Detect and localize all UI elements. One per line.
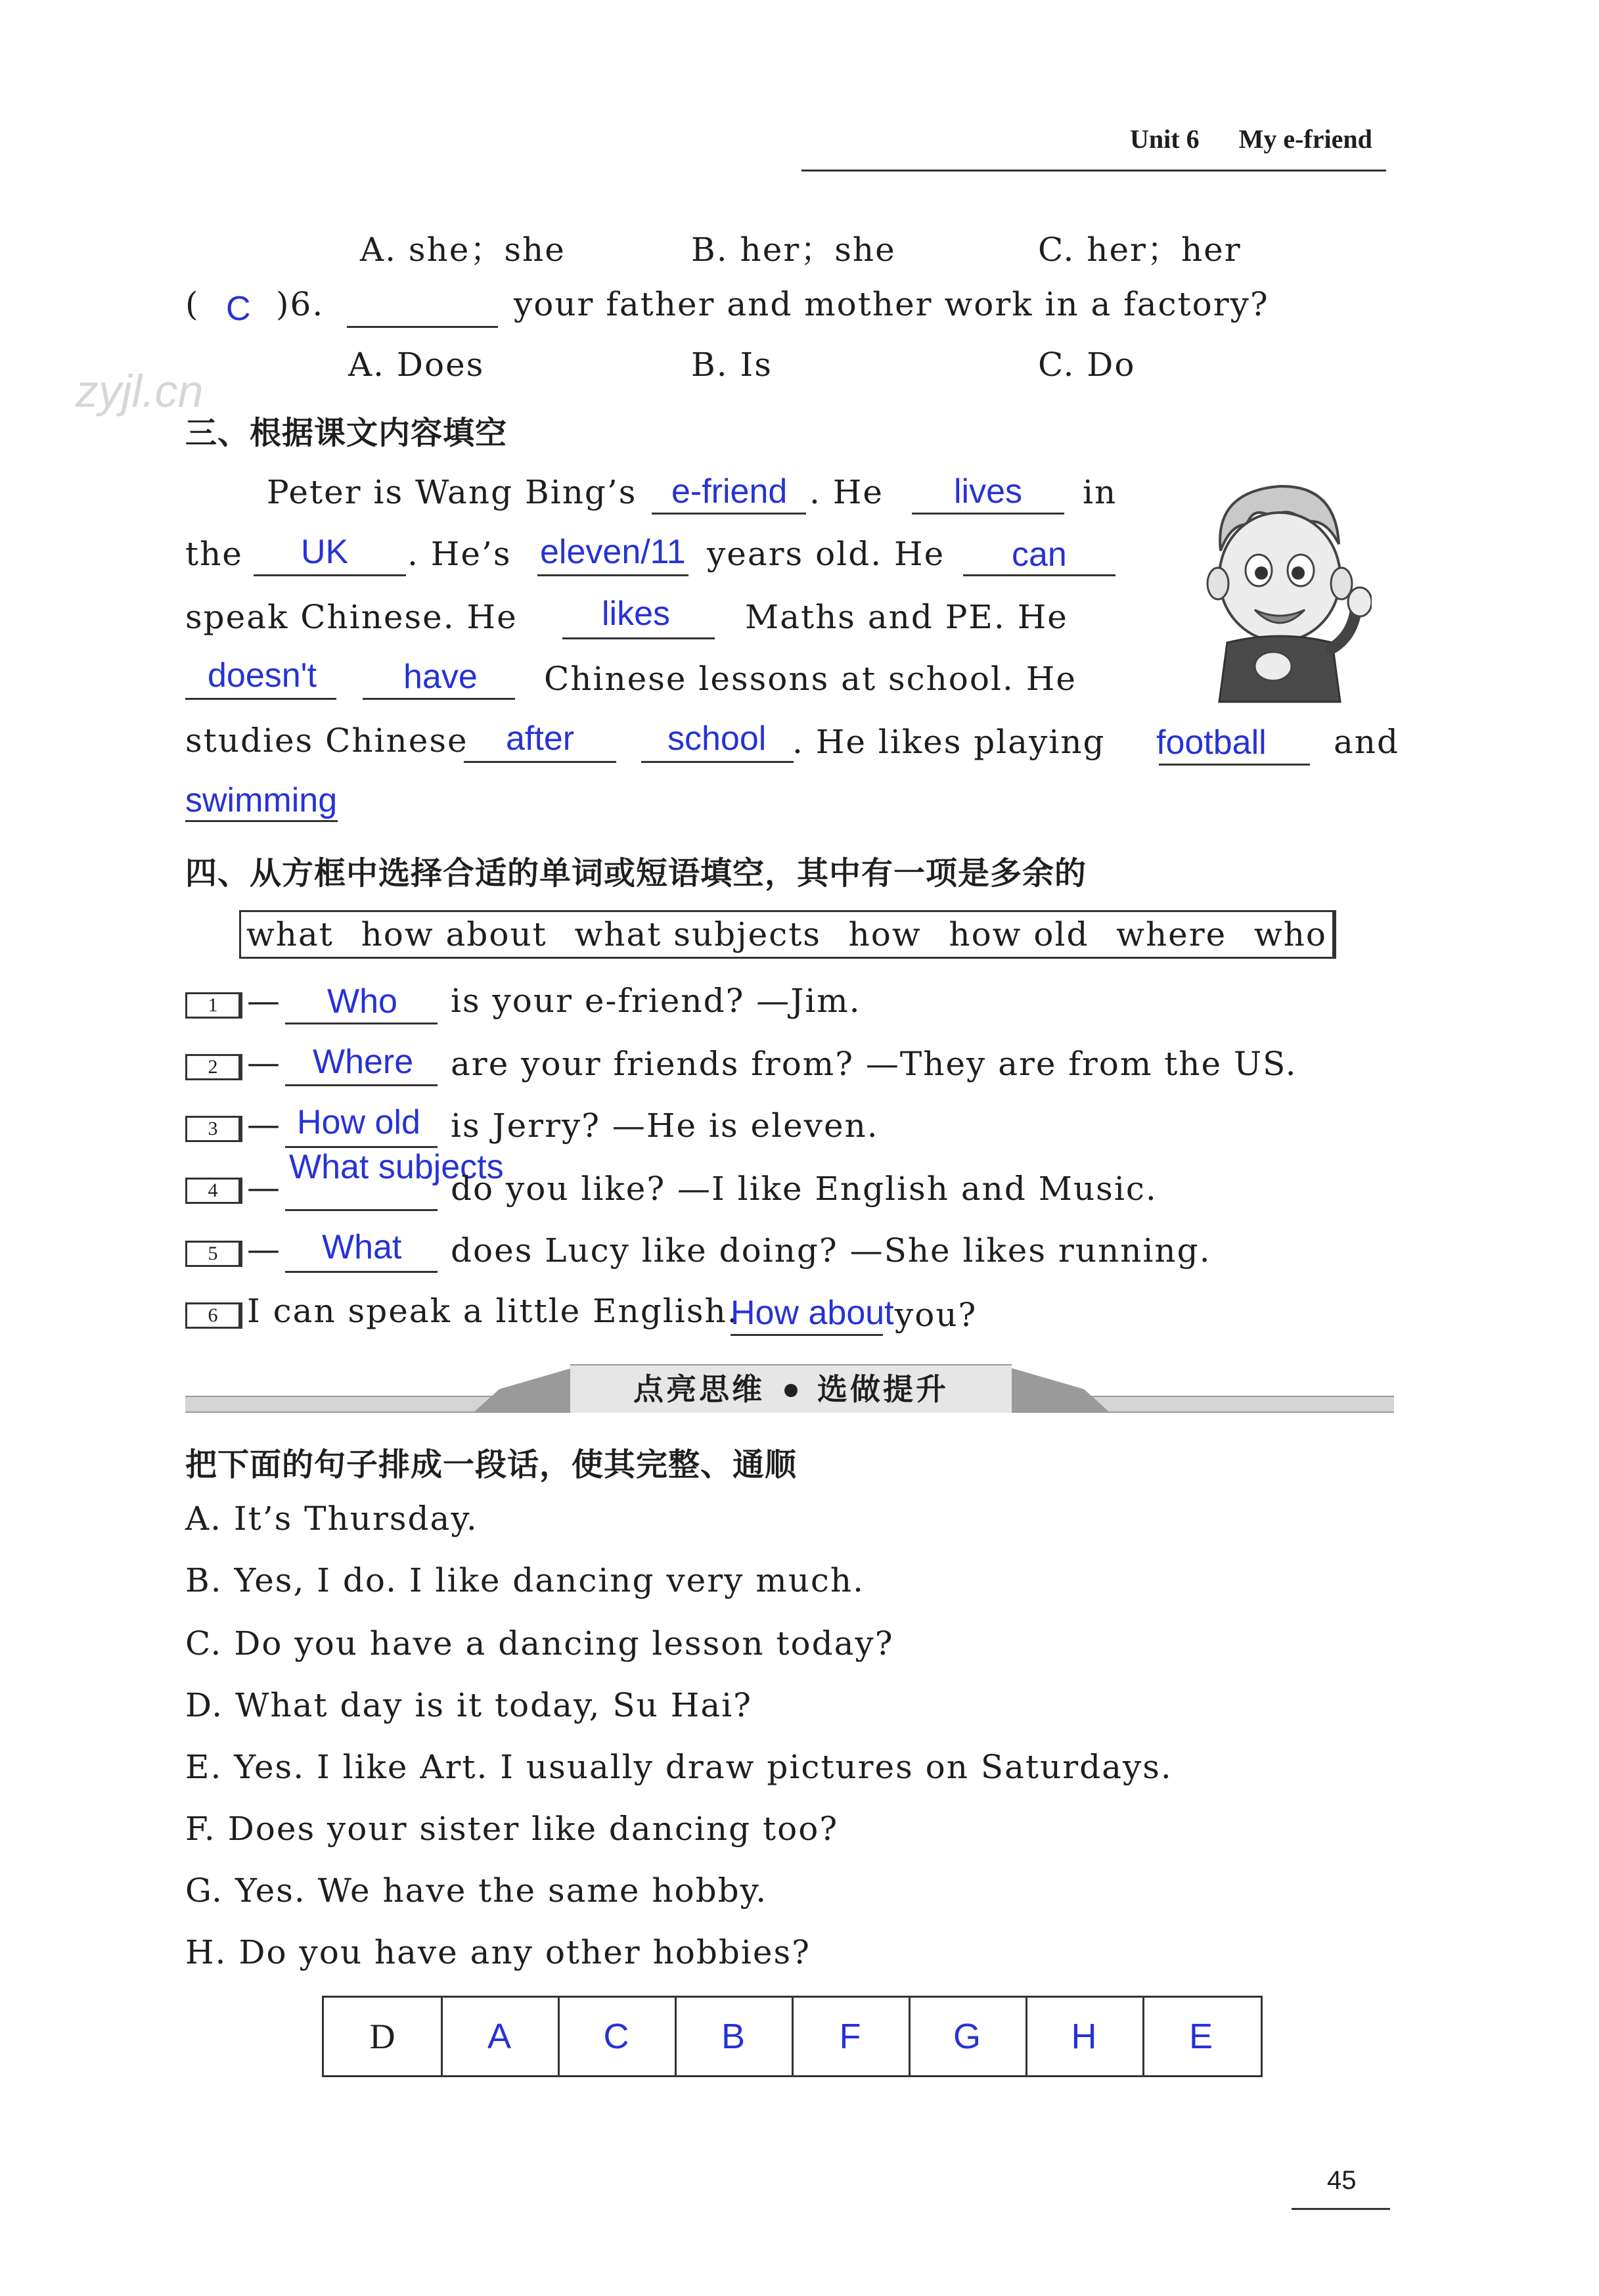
s3-blank-2: [912, 513, 1064, 515]
item-text: is Jerry? —He is eleven.: [451, 1107, 879, 1145]
banner-label: [570, 1364, 1012, 1413]
item-answer: How about: [731, 1294, 894, 1332]
sentence: E. Yes. I like Art. I usually draw pictures on Saturdays.: [185, 1748, 1173, 1786]
s3-blank-8: [363, 698, 515, 700]
s3-answer-6: likes: [602, 595, 671, 633]
sentence: C. Do you have a dancing lesson today?: [185, 1624, 894, 1663]
item-text: are your friends from? —They are from the US.: [451, 1045, 1297, 1083]
s3-answer-3: UK: [301, 533, 349, 571]
item-blank: [285, 1022, 438, 1024]
item-text: does Lucy like doing? —She likes running.: [451, 1231, 1211, 1270]
item-text: do you like? —I like English and Music.: [451, 1170, 1158, 1208]
s3-text-9: Chinese lessons at school. He: [544, 660, 1077, 698]
s3-text-7: speak Chinese. He: [185, 598, 518, 636]
s3-text-3: in: [1083, 473, 1117, 511]
q6-answer: C: [226, 290, 251, 328]
word-box: [239, 910, 1336, 959]
item-number-box: 6: [185, 1302, 242, 1329]
item-dash: —: [247, 1044, 281, 1082]
q6-option-b: B. Is: [691, 346, 773, 384]
item-lead: I can speak a little English.: [247, 1292, 739, 1330]
s3-text-1: Peter is Wang Bing’s: [267, 473, 637, 511]
sentence: G. Yes. We have the same hobby.: [185, 1871, 768, 1910]
page-number: 45: [1327, 2166, 1357, 2195]
header-title: My e-friend: [1238, 124, 1372, 154]
s3-blank-12: [185, 820, 338, 822]
q6-open-paren: (: [185, 285, 200, 323]
sentence: F. Does your sister like dancing too?: [185, 1810, 839, 1848]
s3-text-5: . He’s: [407, 535, 512, 573]
word-box-item: what: [246, 915, 334, 953]
sentence: B. Yes, I do. I like dancing very much.: [185, 1561, 865, 1599]
word-box-item: what subjects: [574, 915, 821, 953]
s3-blank-4: [537, 574, 688, 576]
s3-text-8: Maths and PE. He: [745, 598, 1068, 636]
banner-left-ornament: [473, 1362, 572, 1414]
s3-text-6: years old. He: [707, 535, 945, 573]
order-cell: A: [441, 1998, 560, 2075]
item-dash: —: [247, 1168, 281, 1206]
sentence: A. It’s Thursday.: [185, 1500, 478, 1538]
page-number-rule: [1292, 2208, 1390, 2210]
s3-text-12: and: [1334, 723, 1400, 761]
item-dash: —: [247, 1230, 281, 1268]
q5-option-a: A. she；she: [360, 231, 566, 269]
item-number-box: 3: [185, 1116, 242, 1142]
s3-answer-12: swimming: [185, 781, 338, 819]
cartoon-boy-illustration: [1194, 478, 1372, 708]
section4-heading: 四、从方框中选择合适的单词或短语填空，其中有一项是多余的: [185, 855, 1087, 892]
sentence: D. What day is it today, Su Hai?: [185, 1686, 752, 1724]
banner-left-text: 点亮思维: [633, 1371, 765, 1407]
s3-blank-6: [562, 637, 715, 639]
s3-text-4: the: [185, 535, 243, 573]
running-header: [1130, 124, 1372, 154]
word-box-item: how: [848, 915, 922, 953]
order-cell: H: [1025, 1998, 1144, 2075]
s3-text-10: studies Chinese: [185, 722, 468, 760]
s3-blank-7: [185, 698, 336, 700]
item-answer: Who: [327, 982, 397, 1021]
s3-text-2: . He: [809, 473, 884, 511]
banner-right-text: 选做提升: [817, 1371, 949, 1407]
item-answer: Where: [313, 1043, 414, 1081]
item-blank: [285, 1271, 438, 1273]
banner-right-ornament: [1012, 1362, 1110, 1414]
word-box-item: how old: [949, 915, 1089, 953]
order-cell: E: [1188, 2017, 1213, 2056]
s3-answer-1: e-friend: [671, 472, 788, 511]
item-blank: [285, 1209, 438, 1211]
s3-blank-10: [641, 761, 794, 763]
q6-text: your father and mother work in a factory?: [514, 285, 1269, 323]
s3-answer-4: eleven/11: [540, 533, 686, 571]
s3-answer-8: have: [403, 658, 478, 696]
s3-answer-2: lives: [954, 472, 1023, 511]
item-number-box: 4: [185, 1178, 242, 1204]
item-text: is your e-friend? —Jim.: [451, 982, 861, 1020]
q6-option-a: A. Does: [348, 346, 485, 384]
s3-answer-10: school: [667, 720, 767, 758]
banner-dot: [784, 1384, 798, 1397]
word-box-item: who: [1253, 915, 1327, 953]
item-blank: [731, 1334, 883, 1336]
word-box-item: how about: [361, 915, 547, 953]
section3-heading: 三、根据课文内容填空: [185, 415, 508, 451]
order-cell: D: [324, 1998, 443, 2075]
order-cell: G: [909, 1998, 1027, 2075]
q6-blank: [347, 326, 498, 328]
header-unit: Unit 6: [1130, 124, 1200, 154]
item-answer: What subjects: [289, 1148, 504, 1186]
s3-text-11: . He likes playing: [792, 723, 1106, 761]
item-answer: What: [322, 1228, 402, 1266]
watermark: zyjl.cn: [76, 365, 204, 417]
q5-option-c: C. her；her: [1038, 231, 1242, 269]
s3-blank-1: [652, 513, 806, 515]
item-answer: How old: [297, 1103, 420, 1141]
s3-blank-3: [254, 574, 406, 576]
item-dash: —: [247, 982, 281, 1020]
s3-blank-5: [963, 574, 1115, 576]
item-blank: [285, 1084, 438, 1086]
item-dash: —: [247, 1105, 281, 1143]
section5-heading: 把下面的句子排成一段话，使其完整、通顺: [185, 1446, 798, 1483]
order-cell: F: [792, 1998, 911, 2075]
word-box-item: where: [1116, 915, 1227, 953]
header-rule: [801, 170, 1386, 172]
item-number-box: 2: [185, 1054, 242, 1080]
sentence: H. Do you have any other hobbies?: [185, 1933, 811, 1971]
s3-answer-11: football: [1156, 723, 1267, 762]
s3-answer-9: after: [506, 720, 575, 758]
s3-blank-9: [464, 761, 616, 763]
s3-answer-7: doesn't: [208, 656, 317, 695]
order-cell: B: [675, 1998, 794, 2075]
item-number-box: 5: [185, 1241, 242, 1267]
item-text: you?: [895, 1296, 978, 1334]
q6-close-paren: )6.: [276, 285, 325, 323]
q6-option-c: C. Do: [1038, 346, 1136, 384]
item-number-box: 1: [185, 992, 242, 1019]
s3-blank-11: [1159, 764, 1310, 766]
s3-answer-5: can: [1012, 536, 1067, 574]
order-cell: C: [558, 1998, 677, 2075]
q5-option-b: B. her；she: [691, 231, 896, 269]
